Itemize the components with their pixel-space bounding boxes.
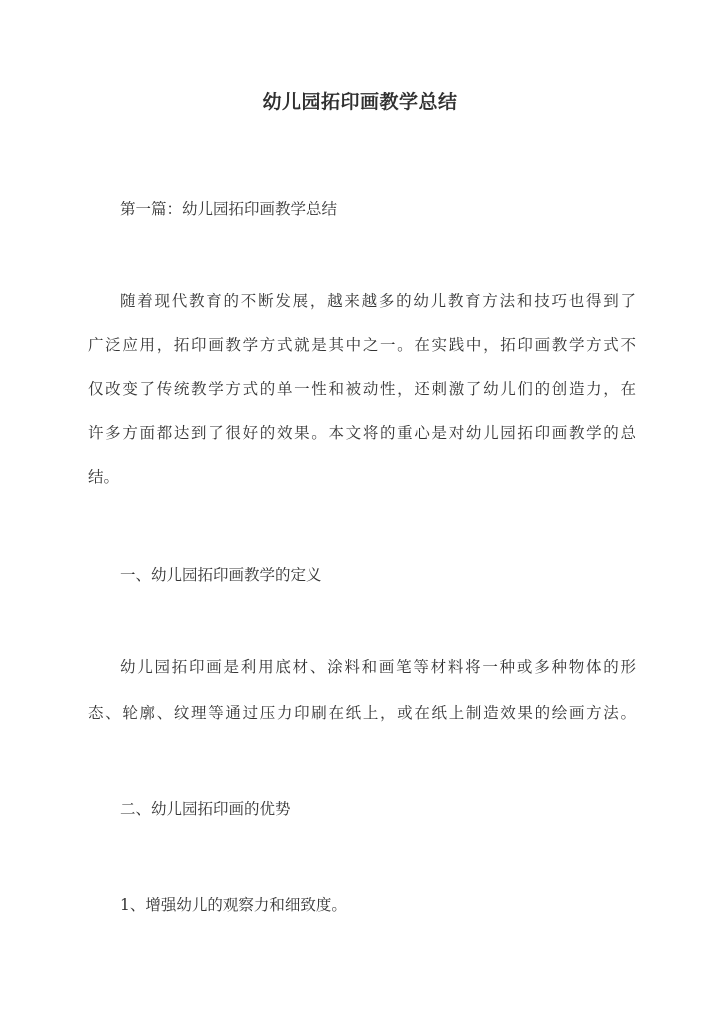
- intro-line-2: 广泛应用，拓印画教学方式就是其中之一。在实践中，拓印画教学方式不: [88, 336, 636, 354]
- section2-heading: 二、幼儿园拓印画的优势: [120, 800, 291, 818]
- intro-line-5: 结。: [88, 468, 120, 486]
- intro-line-1: 随着现代教育的不断发展，越来越多的幼儿教育方法和技巧也得到了: [120, 292, 636, 310]
- section1-line-2: 态、轮廓、纹理等通过压力印刷在纸上，或在纸上制造效果的绘画方法。: [88, 704, 636, 722]
- intro-line-4: 许多方面都达到了很好的效果。本文将的重心是对幼儿园拓印画教学的总: [88, 424, 636, 442]
- section1-line-1: 幼儿园拓印画是利用底材、涂料和画笔等材料将一种或多种物体的形: [120, 658, 636, 676]
- intro-line-3: 仅改变了传统教学方式的单一性和被动性，还刺激了幼儿们的创造力，在: [88, 380, 636, 398]
- section1-heading: 一、幼儿园拓印画教学的定义: [120, 566, 322, 584]
- section2-item-1: 1、增强幼儿的观察力和细致度。: [120, 896, 347, 914]
- part-heading: 第一篇：幼儿园拓印画教学总结: [120, 200, 338, 218]
- document-title: 幼儿园拓印画教学总结: [262, 91, 458, 113]
